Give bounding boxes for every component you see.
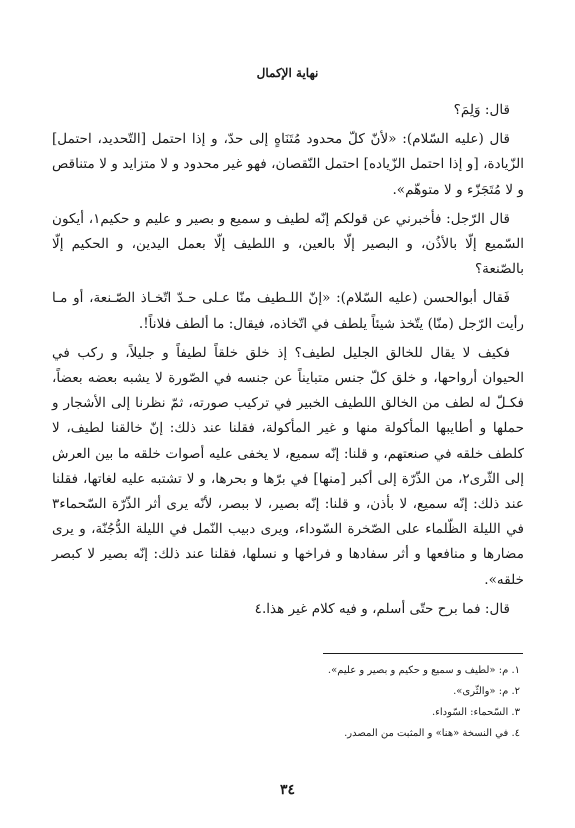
footnotes [52, 660, 524, 744]
paragraph: قال: وَلِمَ؟ [453, 102, 510, 118]
footnote-divider [323, 653, 523, 654]
footnote: ٢. م: «والثّرى». [453, 686, 520, 697]
page-number: ٣٤ [279, 782, 296, 798]
footnote: ١. م: «لطيف و سميع و حكيم و بصير و عليم». [327, 665, 520, 676]
paragraph: قال: فما برح حتّى أسلم، و فيه كلام غير هذا.٤ [254, 600, 510, 617]
main-text [52, 98, 524, 626]
paragraph: فَقال أبوالحسن (عليه السّلام): «إنّ اللـطيف منّا عـلى حـدّ اتّخـاذ الصّـنعة، أو مـا رأيت الرّجل (منّا) يتّخذ شيئاً يلطف في اتّخاذه، فيقال: ما ألطف فلاناً!. [52, 290, 524, 332]
running-header: نهاية الإكمال [256, 66, 319, 80]
footnote: ٤. في النسخة «هنا» و المثبت من المصدر. [344, 728, 520, 739]
paragraph: قال (عليه السّلام): «لأنّ كلّ محدود مُتَنَاهٍ إلى حدّ، و إذا احتمل [التّحديد، احتمل] الزّيادة، [و إذا احتمل الزّياده] احتمل النّقصان، فهو غير محدود و لا متزايد و لا متناقص و لا مُتَجَزّء و لا متوهّم». [52, 131, 524, 198]
paragraph: فكيف لا يقال للخالق الجليل لطيف؟ إذ خلق خلقاً لطيفاً و جليلاً، و ركب في الحيوان أرواحها، و خلق كلّ جنس متبايناً عن جنسه في الصّورة لا يشبه بعضه بعضاً، فكـلّ له لطف من الخالق اللطيف الخبير في تركيب صورته، ثمّ نظرنا إلى الأشجار و حملها و أطايبها المأكولة منها و غير المأكولة، فقلنا عند ذلك: إنّ خالقنا لطيف، لا كلطف خلقه في صنعتهم، و قلنا: إنّه سميع، لا يخفى عليه أصوات خلقه ما بين العرش إلى الثّرى٢، من الذّرّة إلى أكبر [منها] في برّها و بحرها، و لا تشتبه عليه لغاتها، فقلنا عند ذلك: إنّه سميع، لا بأذن، و قلنا: إنّه بصير، لا ببصر، لأنّه يرى أثر الذّرّة السّحماء٣ في الليلة الظّلماء على الصّخرة السّوداء، ويرى دبيب النّمل في الليلة الدُّجُنّة، و يرى مضارها و منافعها و أثر سفادها و فراخها و نسلها، فقلنا عند ذلك: إنّه بصير لا كبصر خلقه». [52, 344, 525, 588]
footnote: ٣. السّحماء: السّوداء. [431, 707, 520, 718]
paragraph: قال الرّجل: فأخبرني عن قولكم إنّه لطيف و سميع و بصير و عليم و حكيم١، أيكون السّميع إلّا بالأذُن، و البصير إلّا بالعين، و اللطيف إلّا بعمل اليدين، و الحكيم إلّا بالصّنعة؟ [52, 210, 524, 278]
